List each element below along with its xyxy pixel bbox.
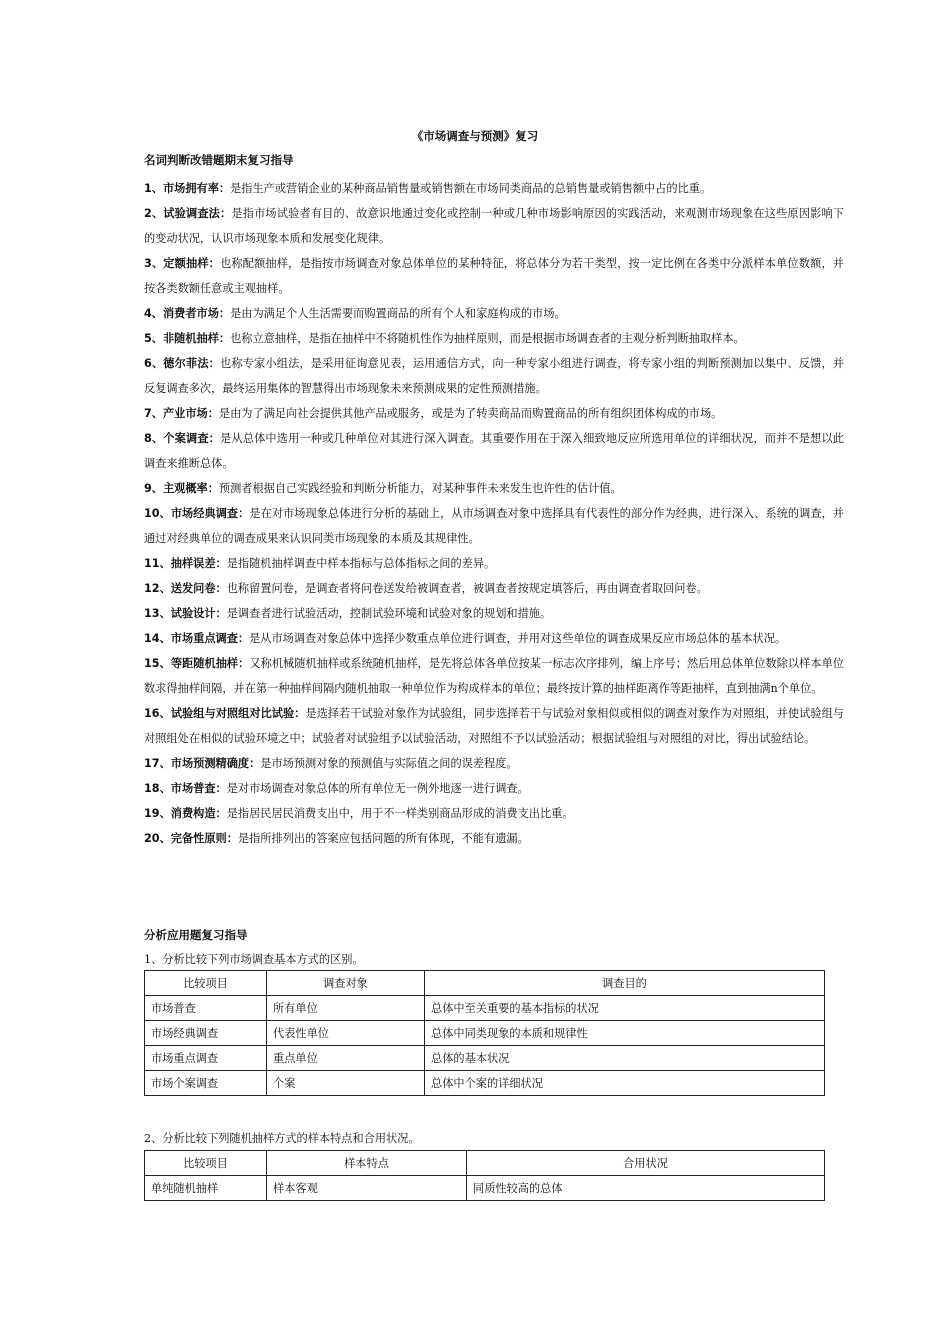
term-item	[144, 201, 844, 251]
table-cell: 代表性单位	[267, 1021, 425, 1046]
term-item	[144, 626, 844, 651]
term-item	[144, 326, 844, 351]
table-row	[145, 1046, 825, 1071]
term-definition: 是指居民居民消费支出中，用于不一样类别商品形成的消费支出比重。	[226, 807, 574, 820]
term-label: 20、完备性原则：	[144, 832, 238, 845]
term-label: 1、市场拥有率：	[144, 182, 231, 195]
table-row	[145, 1071, 825, 1096]
table-header-cell: 合用状况	[467, 1151, 825, 1176]
table-header-cell: 样本特点	[267, 1151, 467, 1176]
term-definition: 又称机械随机抽样或系统随机抽样，是先将总体各单位按某一标志次序排列，编上序号；然后用总体单位数除以样本单位数求得抽样间隔，并在第一种抽样间隔内随机抽取一种单位作为构成样本的单位；最终按计算的抽样距离作等距抽样，直到抽满n个单位。	[144, 657, 844, 695]
table-header-row	[145, 1151, 825, 1176]
term-definition: 也称专家小组法，是采用征询意见表，运用通信方式，向一种专家小组进行调查，将专家小组的判断预测加以集中、反馈，并反复调查多次，最终运用集体的智慧得出市场现象未来预测成果的定性预测措施。	[144, 357, 844, 395]
term-label: 16、试验组与对照组对比试验：	[144, 707, 306, 720]
term-label: 19、消费构造：	[144, 807, 227, 820]
term-list	[144, 176, 844, 851]
term-label: 7、产业市场：	[144, 407, 219, 420]
section-heading-analysis: 分析应用题复习指导	[144, 928, 248, 942]
table-cell: 单纯随机抽样	[145, 1176, 267, 1201]
term-definition: 是在对市场现象总体进行分析的基础上，从市场调查对象中选择具有代表性的部分作为经典，进行深入、系统的调查，并通过对经典单位的调查成果来认识同类市场现象的本质及其规律性。	[144, 507, 844, 545]
term-label: 12、送发问卷：	[144, 582, 227, 595]
term-definition: 是指随机抽样调查中样本指标与总体指标之间的差异。	[226, 557, 496, 570]
term-item	[144, 776, 844, 801]
term-item	[144, 351, 844, 401]
term-definition: 是从市场调查对象总体中选择少数重点单位进行调查，并用对这些单位的调查成果反应市场总体的基本状况。	[249, 632, 787, 645]
term-label: 11、抽样误差：	[144, 557, 227, 570]
term-definition: 是对市场调查对象总体的所有单位无一例外地逐一进行调查。	[226, 782, 529, 795]
term-label: 17、市场预测精确度：	[144, 757, 261, 770]
table-header-cell: 比较项目	[145, 1151, 267, 1176]
term-definition: 是指生产或营销企业的某种商品销售量或销售额在市场同类商品的总销售量或销售额中占的比重。	[230, 182, 712, 195]
table-cell: 总体中同类现象的本质和规律性	[425, 1021, 825, 1046]
comparison-table-sampling-methods	[144, 1150, 825, 1201]
term-item	[144, 601, 844, 626]
table-cell: 同质性较高的总体	[467, 1176, 825, 1201]
term-definition: 预测者根据自己实践经验和判断分析能力，对某种事件未来发生也许性的估计值。	[218, 482, 622, 495]
term-label: 3、定额抽样：	[144, 257, 221, 270]
term-item	[144, 551, 844, 576]
table-row	[145, 996, 825, 1021]
term-definition: 是从总体中选用一种或几种单位对其进行深入调查。其重要作用在于深入细致地反应所选用单位的详细状况，而并不是想以此调查来推断总体。	[144, 432, 844, 470]
question-1: 1、分析比较下列市场调查基本方式的区别。	[144, 953, 364, 966]
term-item	[144, 251, 844, 301]
term-definition: 也称立意抽样，是指在抽样中不将随机性作为抽样原则，而是根据市场调查者的主观分析判断抽取样本。	[230, 332, 745, 345]
term-item	[144, 576, 844, 601]
table-row	[145, 1176, 825, 1201]
comparison-table-survey-methods	[144, 970, 825, 1096]
table-cell: 所有单位	[267, 996, 425, 1021]
table-header-cell: 比较项目	[145, 971, 267, 996]
table-header-cell: 调查对象	[267, 971, 425, 996]
term-label: 2、试验调查法：	[144, 207, 232, 220]
term-item	[144, 476, 844, 501]
table-cell: 市场重点调查	[145, 1046, 267, 1071]
term-definition: 是指市场试验者有目的、故意识地通过变化或控制一种或几种市场影响原因的实践活动，来观测市场现象在这些原因影响下的变动状况，认识市场现象本质和发展变化规律。	[144, 207, 844, 245]
term-item	[144, 826, 844, 851]
term-label: 6、德尔菲法：	[144, 357, 221, 370]
term-definition: 是指所排列出的答案应包括问题的所有体现，不能有遗漏。	[237, 832, 529, 845]
term-item	[144, 801, 844, 826]
term-definition: 是选择若干试验对象作为试验组，同步选择若干与试验对象相似或相似的调查对象作为对照组，并使试验组与对照组处在相似的试验环境之中；试验者对试验组予以试验活动，对照组不予以试验活动；根据试验组与对照组的对比，得出试验结论。	[144, 707, 844, 745]
term-definition: 是由为了满足向社会提供其他产品或服务，或是为了转卖商品而购置商品的所有组织团体构成的市场。	[218, 407, 723, 420]
term-label: 4、消费者市场：	[144, 307, 231, 320]
term-definition: 是市场预测对象的预测值与实际值之间的误差程度。	[260, 757, 518, 770]
question-2: 2、分析比较下列随机抽样方式的样本特点和合用状况。	[144, 1132, 420, 1145]
term-definition: 是由为满足个人生活需要而购置商品的所有个人和家庭构成的市场。	[230, 307, 566, 320]
table-row	[145, 1021, 825, 1046]
table-cell: 重点单位	[267, 1046, 425, 1071]
term-item	[144, 751, 844, 776]
term-label: 15、等距随机抽样：	[144, 657, 250, 670]
table-cell: 总体的基本状况	[425, 1046, 825, 1071]
term-definition: 是调查者进行试验活动，控制试验环境和试验对象的规划和措施。	[226, 607, 552, 620]
term-label: 9、主观概率：	[144, 482, 219, 495]
term-label: 10、市场经典调查：	[144, 507, 250, 520]
table-header-row	[145, 971, 825, 996]
term-item	[144, 176, 844, 201]
table-cell: 市场经典调查	[145, 1021, 267, 1046]
term-item	[144, 651, 844, 701]
table-cell: 市场普查	[145, 996, 267, 1021]
table-cell: 市场个案调查	[145, 1071, 267, 1096]
table-cell: 总体中个案的详细状况	[425, 1071, 825, 1096]
table-cell: 总体中至关重要的基本指标的状况	[425, 996, 825, 1021]
term-label: 18、市场普查：	[144, 782, 227, 795]
table-cell: 样本客观	[267, 1176, 467, 1201]
term-item	[144, 701, 844, 751]
term-label: 14、市场重点调查：	[144, 632, 250, 645]
term-definition: 也称留置问卷，是调查者将问卷送发给被调查者，被调查者按规定填答后，再由调查者取回问卷。	[226, 582, 708, 595]
term-label: 5、非随机抽样：	[144, 332, 231, 345]
term-label: 13、试验设计：	[144, 607, 227, 620]
term-item	[144, 301, 844, 326]
section-heading-terms: 名词判断改错题期末复习指导	[144, 153, 294, 167]
term-definition: 也称配额抽样，是指按市场调查对象总体单位的某种特征，将总体分为若干类型，按一定比例在各类中分派样本单位数额，并按各类数额任意或主观抽样。	[144, 257, 844, 295]
document-title: 《市场调查与预测》复习	[411, 129, 539, 143]
term-label: 8、个案调查：	[144, 432, 221, 445]
term-item	[144, 426, 844, 476]
term-item	[144, 401, 844, 426]
table-header-cell: 调查目的	[425, 971, 825, 996]
table-cell: 个案	[267, 1071, 425, 1096]
term-item	[144, 501, 844, 551]
